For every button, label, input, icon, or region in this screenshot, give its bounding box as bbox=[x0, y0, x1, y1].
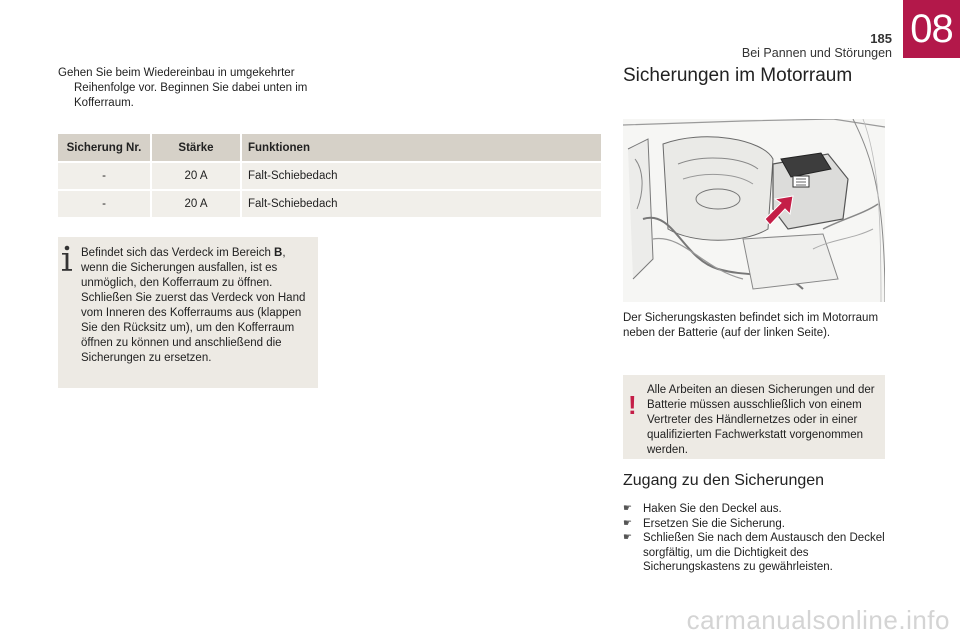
section-title: Bei Pannen und Störungen bbox=[741, 46, 892, 60]
table-cell: Falt-Schiebedach bbox=[241, 162, 601, 190]
access-steps-list bbox=[623, 502, 893, 575]
table-cell: Falt-Schiebedach bbox=[241, 190, 601, 217]
info-text-part: , wenn die Sicherungen ausfallen, ist es unmöglich, den Kofferraum zu öffnen. Schließen Sie zuerst das Verdeck von Hand vom Inneren des Kofferraums aus (klappen Sie den Rücksitz um), um den Kofferraum öffnen zu können und anschließend die Sicherungen zu ersetzen. bbox=[81, 247, 306, 364]
page-number: 185 bbox=[870, 31, 892, 46]
table-row bbox=[58, 190, 601, 217]
chapter-tab: 08 bbox=[903, 0, 960, 58]
step-text: Haken Sie den Deckel aus. bbox=[643, 503, 782, 515]
engine-section-title: Sicherungen im Motorraum bbox=[623, 65, 853, 86]
engine-caption: Der Sicherungskasten befindet sich im Motorraum neben der Batterie (auf der linken Seite). bbox=[623, 312, 879, 339]
arrow-bullet-icon: ☛ bbox=[623, 532, 632, 543]
table-cell: - bbox=[58, 162, 151, 190]
table-header-row bbox=[58, 134, 601, 162]
column-header: Stärke bbox=[151, 134, 241, 162]
table-row bbox=[58, 162, 601, 190]
column-header: Sicherung Nr. bbox=[58, 134, 151, 162]
list-item bbox=[623, 502, 893, 517]
access-section-title: Zugang zu den Sicherungen bbox=[623, 472, 825, 489]
exclamation-icon: ! bbox=[628, 390, 637, 420]
info-text-part: Befindet sich das Verdeck im Bereich bbox=[81, 247, 275, 259]
table-cell: 20 A bbox=[151, 190, 241, 217]
info-text-bold: B bbox=[274, 247, 283, 259]
intro-line-2: Reihenfolge vor. Beginnen Sie dabei unten im bbox=[74, 82, 308, 94]
list-item bbox=[623, 531, 893, 575]
column-header: Funktionen bbox=[241, 134, 601, 162]
engine-bay-photo bbox=[623, 119, 885, 302]
warning-text: Alle Arbeiten an diesen Sicherungen und der Batterie müssen ausschließlich von einem Vertreter des Händlernetzes oder in einer qualifizierten Fachwerkstatt vorgenommen werden. bbox=[647, 384, 875, 456]
table-cell: 20 A bbox=[151, 162, 241, 190]
arrow-bullet-icon: ☛ bbox=[623, 503, 632, 514]
list-item bbox=[623, 517, 893, 532]
step-text: Ersetzen Sie die Sicherung. bbox=[643, 517, 785, 530]
info-note-text bbox=[81, 246, 313, 366]
info-icon bbox=[60, 244, 74, 274]
intro-paragraph bbox=[58, 66, 318, 111]
intro-line-3: Kofferraum. bbox=[74, 97, 134, 109]
arrow-bullet-icon: ☛ bbox=[623, 517, 632, 529]
fuse-table bbox=[58, 134, 601, 217]
intro-line-1: Gehen Sie beim Wiedereinbau in umgekehrter bbox=[58, 67, 295, 79]
table-cell: - bbox=[58, 190, 151, 217]
watermark: carmanualsonline.info bbox=[686, 605, 950, 635]
step-text: Schließen Sie nach dem Austausch den Deckel sorgfältig, um die Dichtigkeit des Sicherungskastens zu gewährleisten. bbox=[643, 532, 885, 573]
